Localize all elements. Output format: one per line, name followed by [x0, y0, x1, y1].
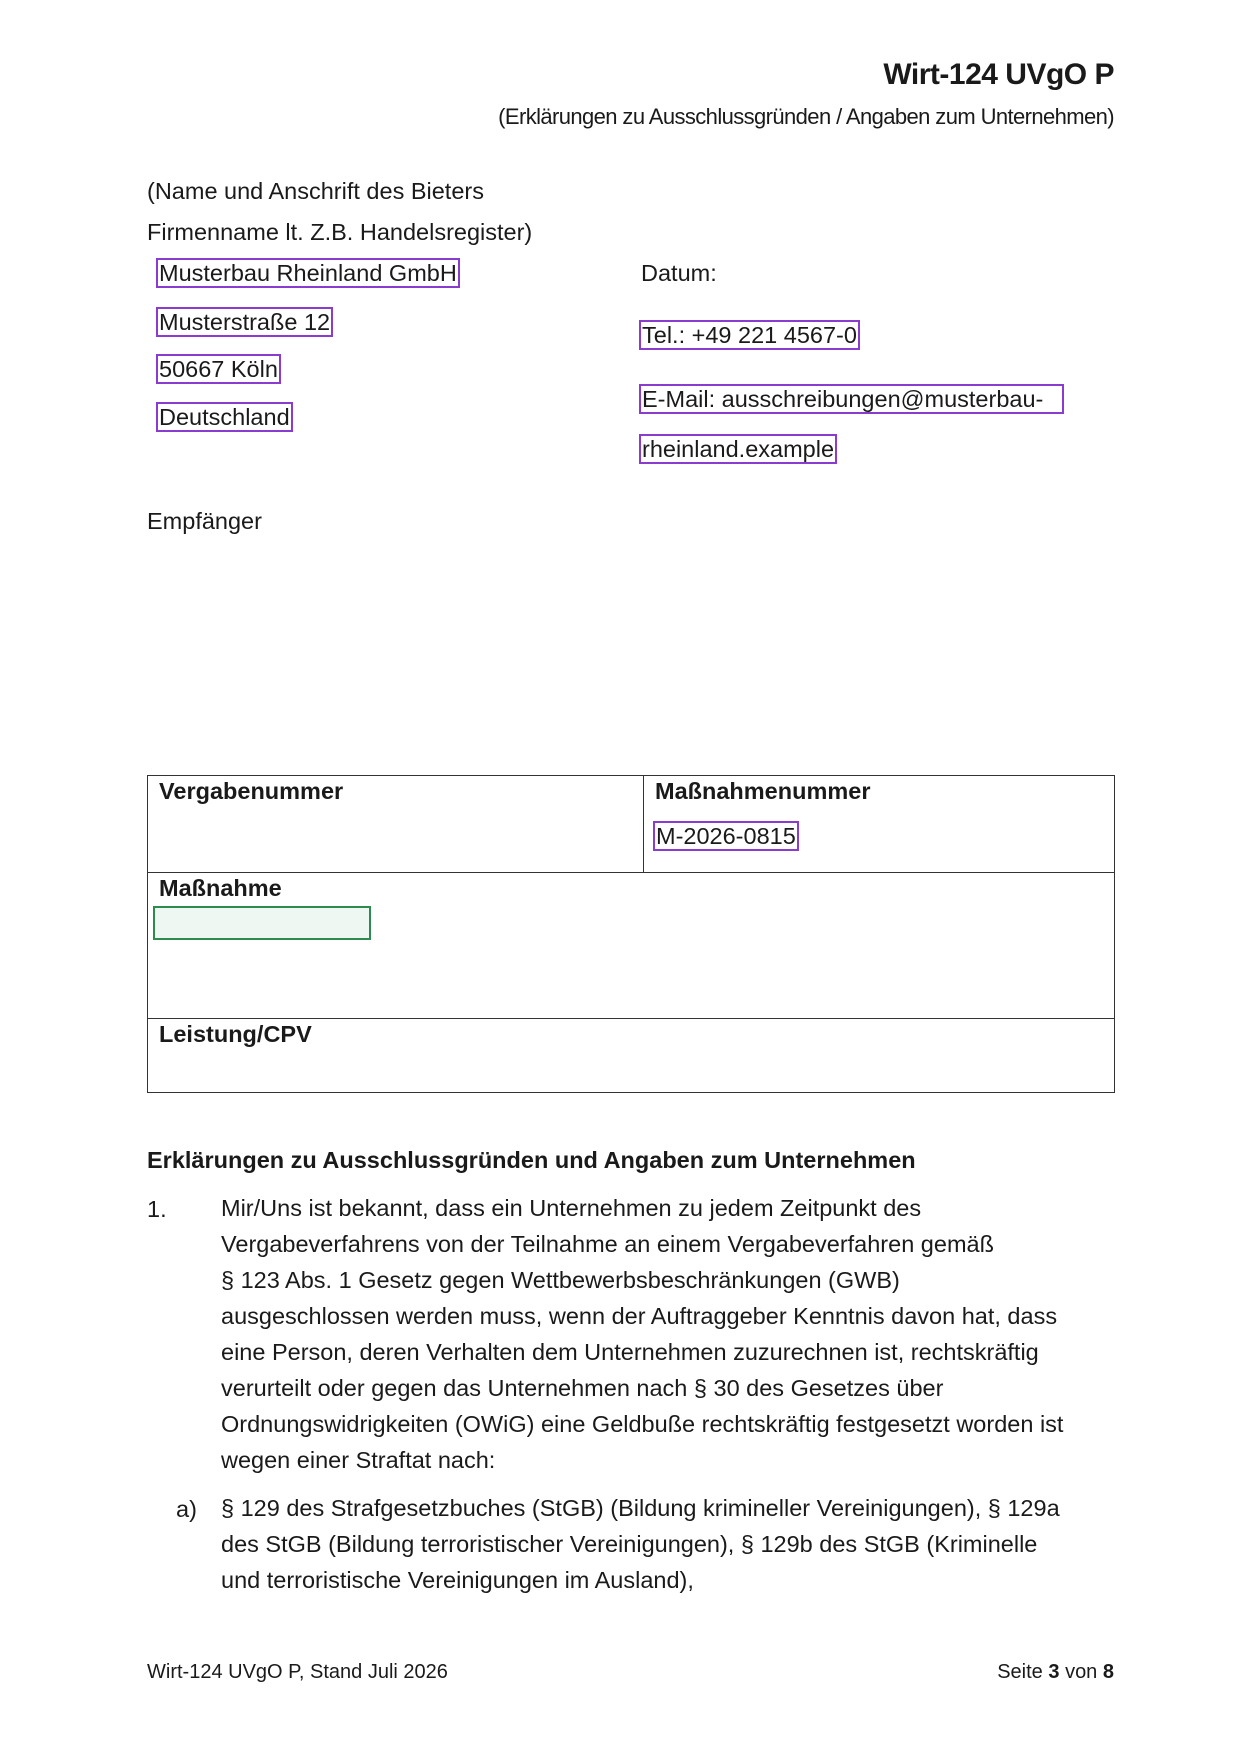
street-field[interactable]: Musterstraße 12: [156, 307, 333, 337]
company-name-field[interactable]: Musterbau Rheinland GmbH: [156, 258, 460, 288]
country-field[interactable]: Deutschland: [156, 402, 293, 432]
massnahme-label: Maßnahme: [159, 875, 282, 901]
leistung-cpv-cell: [148, 1019, 1115, 1093]
form-subtitle: (Erklärungen zu Ausschlussgründen / Angaben zum Unternehmen): [498, 104, 1114, 129]
leistung-cpv-label: Leistung/CPV: [159, 1021, 312, 1047]
item-1-number: 1.: [147, 1196, 167, 1222]
page-prefix: Seite: [997, 1661, 1043, 1683]
city-field[interactable]: 50667 Köln: [156, 354, 281, 384]
item-a-line: und terroristische Vereinigungen im Ausland),: [221, 1567, 694, 1593]
item-1-line: wegen einer Straftat nach:: [221, 1447, 496, 1473]
item-1-line: eine Person, deren Verhalten dem Unternehmen zuzurechnen ist, rechtskräftig: [221, 1339, 1039, 1365]
bidder-label-line2: Firmenname lt. Z.B. Handelsregister): [147, 219, 533, 245]
massnahmenummer-field[interactable]: M-2026-0815: [653, 821, 799, 851]
form-code-title: Wirt-124 UVgO P: [883, 58, 1114, 91]
footer-page-number: [997, 1661, 1114, 1684]
item-a-line: des StGB (Bildung terroristischer Vereinigungen), § 129b des StGB (Kriminelle: [221, 1531, 1038, 1557]
section-heading: Erklärungen zu Ausschlussgründen und Angaben zum Unternehmen: [147, 1147, 916, 1173]
massnahme-cell: [148, 873, 1115, 1019]
footer-form-version: Wirt-124 UVgO P, Stand Juli 2026: [147, 1661, 448, 1683]
phone-field[interactable]: Tel.: +49 221 4567-0: [639, 320, 860, 350]
item-a-text: [221, 1490, 1060, 1598]
massnahmenummer-label: Maßnahmenummer: [655, 778, 871, 804]
procurement-info-table: [147, 775, 1115, 1093]
recipient-label: Empfänger: [147, 508, 262, 534]
massnahmenummer-cell: [644, 776, 1115, 873]
bidder-label-line1: (Name und Anschrift des Bieters: [147, 178, 484, 204]
email-field-line2[interactable]: rheinland.example: [639, 434, 837, 464]
item-1-line: ausgeschlossen werden muss, wenn der Auftraggeber Kenntnis davon hat, dass: [221, 1303, 1058, 1329]
item-1-line: Mir/Uns ist bekannt, dass ein Unternehmen zu jedem Zeitpunkt des: [221, 1195, 922, 1221]
item-a-line: § 129 des Strafgesetzbuches (StGB) (Bildung krimineller Vereinigungen), § 129a: [221, 1495, 1060, 1521]
item-1-line: Ordnungswidrigkeiten (OWiG) eine Geldbuße rechtskräftig festgesetzt worden ist: [221, 1411, 1064, 1437]
page-mid: von: [1065, 1661, 1098, 1683]
page-current: 3: [1048, 1661, 1060, 1683]
massnahme-field[interactable]: [153, 906, 371, 940]
vergabenummer-cell: [148, 776, 644, 873]
item-1-text: [221, 1190, 1063, 1478]
vergabenummer-label: Vergabenummer: [159, 778, 344, 804]
item-1-line: Vergabeverfahrens von der Teilnahme an einem Vergabeverfahren gemäß: [221, 1231, 994, 1257]
item-a-letter: a): [176, 1496, 197, 1522]
email-field-line1[interactable]: E-Mail: ausschreibungen@musterbau-: [639, 384, 1064, 414]
item-1-line: § 123 Abs. 1 Gesetz gegen Wettbewerbsbeschränkungen (GWB): [221, 1267, 900, 1293]
item-1-line: verurteilt oder gegen das Unternehmen nach § 30 des Gesetzes über: [221, 1375, 944, 1401]
page-total: 8: [1102, 1661, 1114, 1683]
date-label: Datum:: [641, 260, 717, 286]
